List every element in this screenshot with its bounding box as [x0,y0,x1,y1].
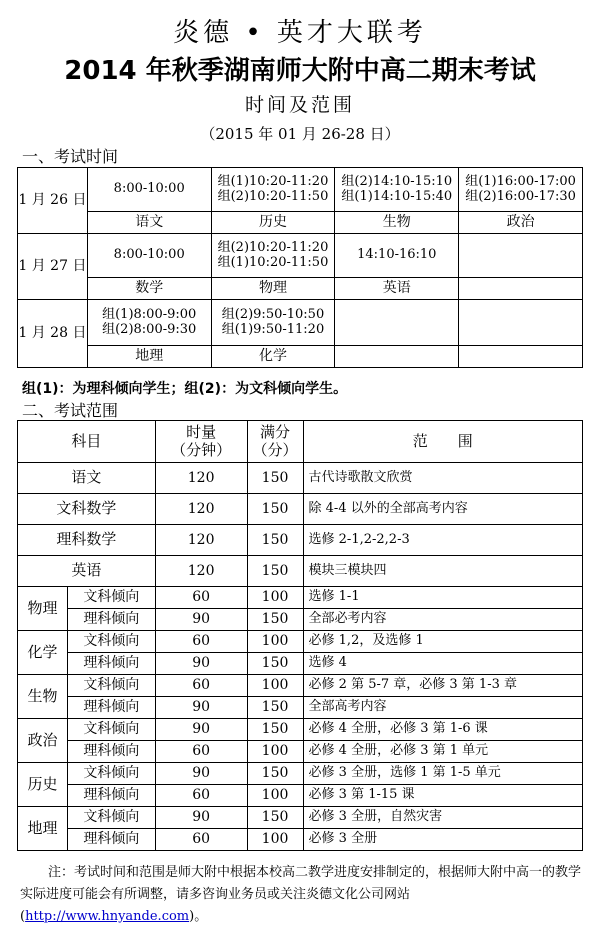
scope-time: 120 [155,556,247,587]
scope-range: 必修 3 全册 [303,829,582,851]
schedule-date: 1 月 27 日 [18,234,88,300]
schedule-subject [459,346,583,368]
schedule-time-cell [335,168,459,212]
scope-track-row [18,719,583,741]
scope-track-row [18,785,583,807]
schedule-subject [335,346,459,368]
scope-track: 文科倾向 [67,631,155,653]
schedule-table [17,167,583,368]
scope-track-row [18,653,583,675]
schedule-time: 组(1)14:10-15:40 [341,188,453,204]
scope-track-row [18,675,583,697]
scope-track: 理科倾向 [67,741,155,763]
scope-subject: 英语 [18,556,156,587]
schedule-time-cell [211,234,335,278]
scope-table [17,420,583,851]
schedule-subject: 历史 [211,212,335,234]
schedule-time: 组(1)10:20-11:50 [217,254,329,270]
schedule-subject: 生物 [335,212,459,234]
schedule-time: 组(1)9:50-11:20 [221,321,325,337]
schedule-subject: 化学 [211,346,335,368]
schedule-date: 1 月 26 日 [18,168,88,234]
scope-range: 除 4-4 以外的全部高考内容 [303,494,582,525]
schedule-time: 组(1)16:00-17:00 [465,173,576,189]
schedule-time-row [18,300,583,346]
scope-row [18,494,583,525]
scope-track: 文科倾向 [67,763,155,785]
scope-range: 必修 3 第 1-15 课 [303,785,582,807]
scope-time: 60 [155,587,247,609]
schedule-time: 8:00-10:00 [113,247,185,263]
scope-score: 100 [247,829,303,851]
footer-text: 注：考试时间和范围是师大附中根据本校高二教学进度安排制定的，根据师大附中高一的教学实际进度可能会有所调整，请多咨询业务员或关注炎德文化公司网站( [20,865,582,924]
scope-score: 150 [247,494,303,525]
scope-range: 全部必考内容 [303,609,582,631]
scope-score: 150 [247,807,303,829]
scope-subject: 语文 [18,463,156,494]
scope-time: 90 [155,807,247,829]
scope-track: 理科倾向 [67,785,155,807]
schedule-time: 组(2)16:00-17:30 [465,188,576,204]
section1-heading: 一、考试时间 [22,147,119,166]
header-subtitle: 时间及范围 [244,94,355,116]
scope-time: 60 [155,785,247,807]
schedule-time: 组(1)8:00-9:00 [102,306,197,322]
schedule-time: 组(2)10:20-11:50 [217,188,329,204]
scope-time: 60 [155,741,247,763]
schedule-time-cell [459,168,583,212]
scope-score: 100 [247,587,303,609]
scope-group-subject: 物理 [18,587,68,631]
scope-track-row [18,609,583,631]
schedule-date: 1 月 28 日 [18,300,88,368]
scope-group-subject: 生物 [18,675,68,719]
header-title-brand: 炎德 • 英才大联考 [173,18,427,48]
scope-group-subject: 政治 [18,719,68,763]
schedule-time: 组(1)10:20-11:20 [217,173,329,189]
scope-time: 60 [155,829,247,851]
schedule-time-cell [335,234,459,278]
scope-header-row [18,421,583,463]
scope-score: 150 [247,697,303,719]
scope-range: 模块三模块四 [303,556,582,587]
scope-group-subject: 地理 [18,807,68,851]
scope-track-row [18,697,583,719]
schedule-time: 14:10-16:10 [357,247,437,263]
schedule-time-row [18,168,583,212]
scope-track: 文科倾向 [67,719,155,741]
scope-score: 150 [247,556,303,587]
schedule-subject: 数学 [87,278,211,300]
scope-track-row [18,631,583,653]
schedule-time: 8:00-10:00 [113,181,185,197]
scope-range: 选修 2-1,2-2,2-3 [303,525,582,556]
schedule-time-cell [87,168,211,212]
scope-range: 必修 4 全册，必修 3 第 1 单元 [303,741,582,763]
scope-subject: 文科数学 [18,494,156,525]
schedule-time: 组(2)10:20-11:20 [217,239,329,255]
scope-score: 150 [247,653,303,675]
schedule-time-cell [459,234,583,278]
schedule-time: 组(2)14:10-15:10 [341,173,453,189]
schedule-time-cell [459,300,583,346]
scope-track: 文科倾向 [67,587,155,609]
scope-range: 必修 2 第 5-7 章，必修 3 第 1-3 章 [303,675,582,697]
scope-range: 必修 4 全册，必修 3 第 1-6 课 [303,719,582,741]
scope-time: 90 [155,697,247,719]
header-time: 时量 （分钟） [155,421,247,463]
scope-range: 全部高考内容 [303,697,582,719]
scope-track-row [18,763,583,785]
scope-track: 理科倾向 [67,829,155,851]
scope-score: 150 [247,463,303,494]
scope-score: 150 [247,763,303,785]
scope-time: 90 [155,609,247,631]
scope-time: 90 [155,763,247,785]
scope-row [18,525,583,556]
schedule-subject-row [18,278,583,300]
scope-score: 150 [247,719,303,741]
schedule-subject-row [18,346,583,368]
scope-time: 120 [155,494,247,525]
header-title-exam: 2014 年秋季湖南师大附中高二期末考试 [64,56,536,86]
scope-subject: 理科数学 [18,525,156,556]
scope-track-row [18,741,583,763]
schedule-time-cell [211,300,335,346]
scope-score: 100 [247,675,303,697]
schedule-subject: 地理 [87,346,211,368]
scope-score: 150 [247,609,303,631]
schedule-time-cell [211,168,335,212]
scope-track: 理科倾向 [67,609,155,631]
scope-group-subject: 化学 [18,631,68,675]
scope-score: 100 [247,741,303,763]
scope-range: 古代诗歌散文欣赏 [303,463,582,494]
schedule-subject-row [18,212,583,234]
schedule-time-cell [87,300,211,346]
scope-track-row [18,807,583,829]
footer-note [20,862,584,928]
scope-range: 必修 3 全册，选修 1 第 1-5 单元 [303,763,582,785]
scope-track-row [18,829,583,851]
schedule-subject: 物理 [211,278,335,300]
scope-time: 60 [155,675,247,697]
scope-track-row [18,587,583,609]
scope-track: 文科倾向 [67,675,155,697]
schedule-subject: 英语 [335,278,459,300]
scope-range: 必修 1,2，及选修 1 [303,631,582,653]
schedule-time: 组(2)9:50-10:50 [221,306,325,322]
scope-group-subject: 历史 [18,763,68,807]
footer-end: )。 [189,909,208,924]
scope-score: 150 [247,525,303,556]
scope-time: 90 [155,653,247,675]
scope-track: 文科倾向 [67,807,155,829]
scope-range: 必修 3 全册，自然灾害 [303,807,582,829]
scope-track: 理科倾向 [67,697,155,719]
scope-score: 100 [247,785,303,807]
scope-time: 90 [155,719,247,741]
schedule-time-cell [87,234,211,278]
scope-range: 选修 1-1 [303,587,582,609]
scope-range: 选修 4 [303,653,582,675]
schedule-time: 组(2)8:00-9:30 [102,321,197,337]
scope-track: 理科倾向 [67,653,155,675]
schedule-time-cell [335,300,459,346]
schedule-subject: 语文 [87,212,211,234]
scope-row [18,463,583,494]
schedule-time-row [18,234,583,278]
header-range: 范 围 [303,421,582,463]
scope-score: 100 [247,631,303,653]
website-link[interactable]: http://www.hnyande.com [25,909,190,924]
schedule-subject [459,278,583,300]
scope-row [18,556,583,587]
header-subject: 科目 [18,421,156,463]
header-dates: （2015 年 01 月 26-28 日） [200,125,400,143]
scope-time: 120 [155,525,247,556]
section2-heading: 二、考试范围 [22,401,119,420]
header-score: 满分 （分） [247,421,303,463]
group-note: 组(1)：为理科倾向学生；组(2)：为文科倾向学生。 [22,381,348,397]
schedule-subject: 政治 [459,212,583,234]
scope-time: 60 [155,631,247,653]
scope-time: 120 [155,463,247,494]
